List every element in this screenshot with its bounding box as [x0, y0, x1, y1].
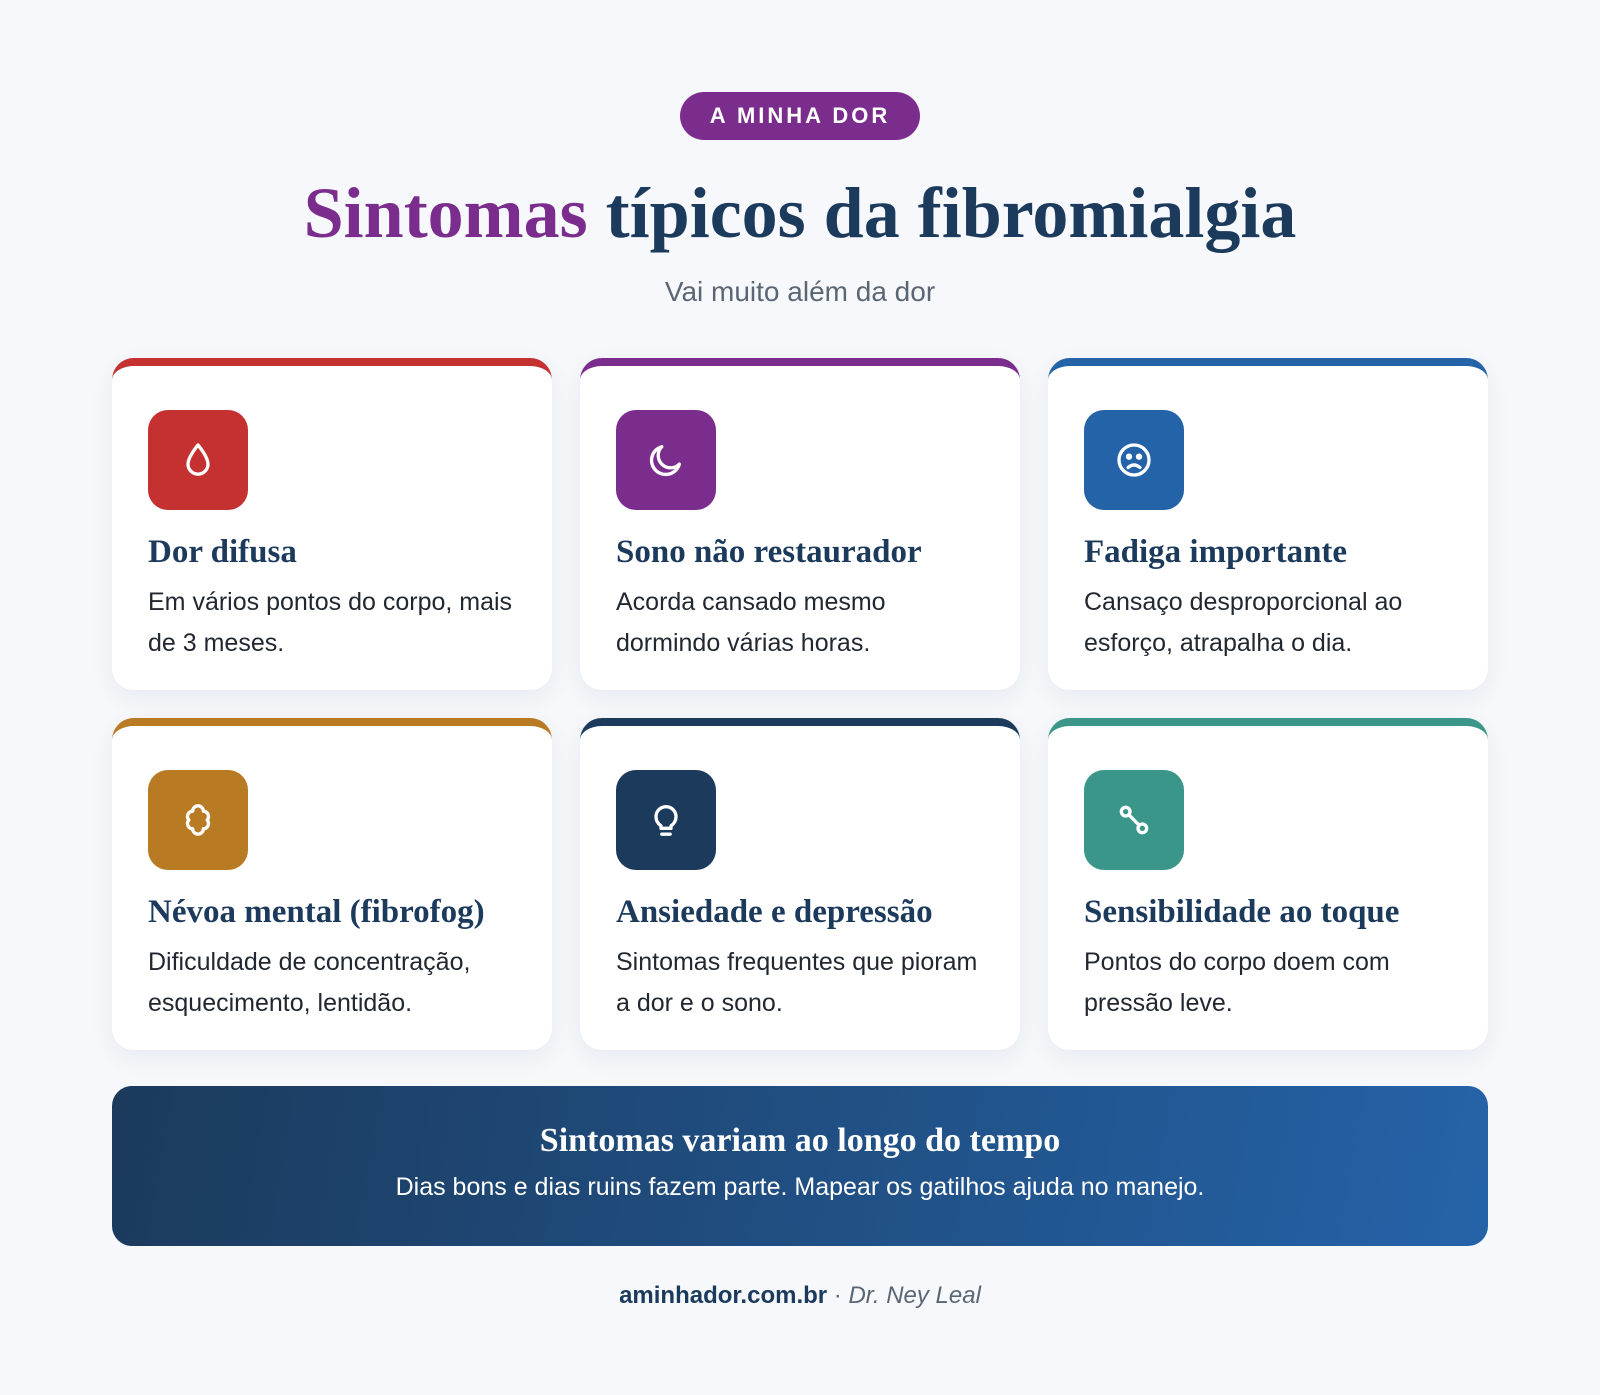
symptom-card-text: Cansaço desproporcional ao esforço, atrapalha o dia.: [1084, 588, 1403, 657]
sad-face-icon: [1084, 410, 1184, 510]
symptom-card-sono: [580, 358, 1020, 690]
page-subtitle: Vai muito além da dor: [664, 276, 936, 307]
symptom-card-text: Pontos do corpo doem com pressão leve.: [1084, 948, 1390, 1017]
footer-site-link[interactable]: aminhador.com.br: [619, 1282, 828, 1309]
banner-text: Dias bons e dias ruins fazem parte. Mapear os gatilhos ajuda no manejo.: [395, 1173, 1205, 1201]
badge-wrapper: [0, 92, 1600, 140]
symptom-card-title: Fadiga importante: [1084, 534, 1348, 570]
symptom-card-ansiedade: [580, 718, 1020, 1050]
page-title-accent: Sintomas: [303, 173, 588, 253]
symptom-card-title: Névoa mental (fibrofog): [148, 894, 485, 930]
symptom-grid: [112, 358, 1488, 1050]
page-title: [0, 168, 1600, 258]
banner-title: Sintomas variam ao longo do tempo: [539, 1122, 1061, 1159]
footer: [0, 1280, 1600, 1312]
symptom-card-text: Acorda cansado mesmo dormindo várias horas.: [616, 588, 886, 657]
symptom-card-text: Sintomas frequentes que pioram a dor e o sono.: [616, 948, 978, 1017]
footer-author: Dr. Ney Leal: [848, 1282, 981, 1309]
symptom-card-sensibilidade: [1048, 718, 1488, 1050]
touch-points-icon: [1084, 770, 1184, 870]
symptom-card-title: Ansiedade e depressão: [616, 894, 933, 930]
footer-separator: ·: [827, 1282, 849, 1309]
category-badge: A MINHA DOR: [680, 92, 920, 140]
drop-icon: [148, 410, 248, 510]
page-title-rest: típicos da fibromialgia: [587, 173, 1297, 253]
brain-icon: [148, 770, 248, 870]
symptom-card-nevoa: [112, 718, 552, 1050]
symptom-card-text: Dificuldade de concentração, esquecimento, lentidão.: [148, 948, 471, 1017]
symptom-card-title: Sono não restaurador: [616, 534, 922, 570]
info-banner: [112, 1086, 1488, 1246]
symptom-card-title: Sensibilidade ao toque: [1084, 894, 1400, 930]
moon-icon: [616, 410, 716, 510]
lightbulb-icon: [616, 770, 716, 870]
symptom-card-dor-difusa: [112, 358, 552, 690]
symptom-card-fadiga: [1048, 358, 1488, 690]
symptom-card-text: Em vários pontos do corpo, mais de 3 meses.: [148, 588, 513, 657]
symptom-card-title: Dor difusa: [148, 534, 297, 570]
